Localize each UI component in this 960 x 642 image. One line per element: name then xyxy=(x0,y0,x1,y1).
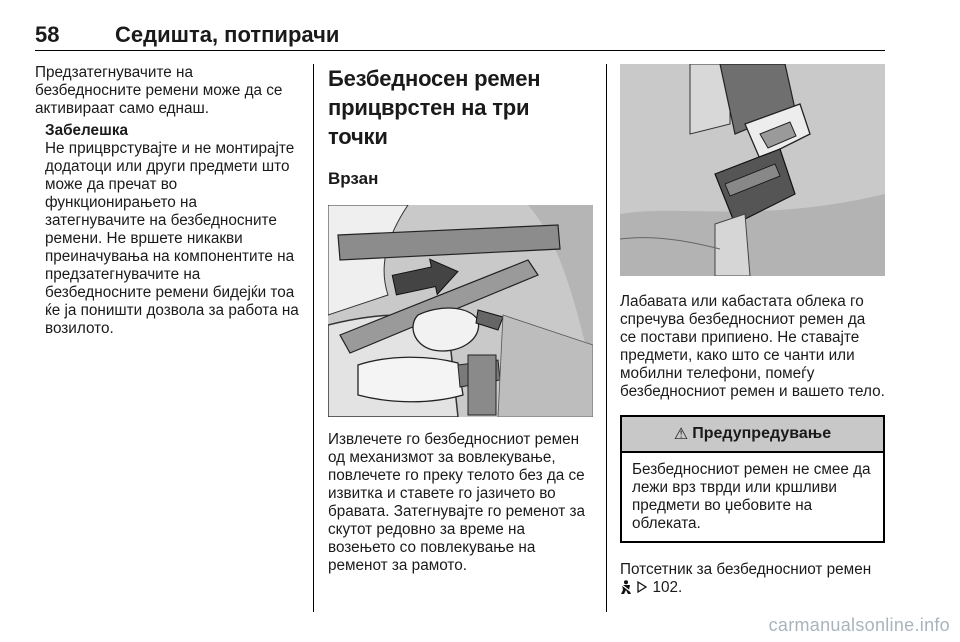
note-block xyxy=(35,122,300,338)
subheading: Врзан xyxy=(328,169,379,188)
seatbelt-person-icon xyxy=(620,580,632,594)
fastening-instructions: Извлечете го безбедносниот ремен од механизмот за вовлекување, повлечете го преку телото без да се извитка и ставете го јазичето во бравата. Затегнувајте го ременот за скутот редовно за време на возењето со повлекување на ременот за рамото. xyxy=(328,431,586,574)
seatbelt-fastening-illustration xyxy=(328,205,593,417)
warning-box xyxy=(620,415,885,543)
column-2 xyxy=(328,64,593,575)
buckle-illustration xyxy=(620,64,885,276)
header-divider xyxy=(35,50,885,51)
page-reference-icon xyxy=(636,580,648,594)
warning-text: Безбедносниот ремен не смее да лежи врз тврди или кршливи предмети во џебовите на облеката. xyxy=(632,461,871,532)
clothing-paragraph: Лабавата или кабастата облека го спречува безбедносниот ремен да се постави припиено. Не ставајте предмети, како што се чанти или мобилни телефони, помеѓу безбедносниот ремен и вашето тело. xyxy=(620,293,885,400)
warning-title: Предупредување xyxy=(692,425,832,442)
column-3 xyxy=(620,64,885,597)
reference-page: 102. xyxy=(652,579,683,596)
warning-header xyxy=(622,417,883,453)
page-header xyxy=(35,22,885,52)
note-text: Не прицврстувајте и не монтирајте додатоци или други предмети што може да пречат во функционирањето на затегнувачите на безбедносните ремени. Не вршете никакви преиначувања на компонентите на предзатегнувачите на безбедносните ремени бидејќи тоа ќе ја поништи дозвола за работа на возилото. xyxy=(45,140,299,337)
intro-paragraph: Предзатегнувачите на безбедносните ремени може да се активираат само еднаш. xyxy=(35,64,283,117)
warning-triangle-icon: ⚠ xyxy=(673,426,689,443)
seatbelt-reminder-reference xyxy=(620,561,885,597)
section-heading: Безбедносен ремен прицврстен на три точки xyxy=(328,66,541,149)
column-divider-2 xyxy=(606,64,607,612)
column-1 xyxy=(35,64,300,338)
reference-label: Потсетник за безбедносниот ремен xyxy=(620,561,872,578)
page-number: 58 xyxy=(35,22,60,47)
watermark: carmanualsonline.info xyxy=(768,615,950,635)
section-title: Седишта, потпирачи xyxy=(115,22,340,47)
note-title: Забелешка xyxy=(45,122,128,139)
column-divider-1 xyxy=(313,64,314,612)
